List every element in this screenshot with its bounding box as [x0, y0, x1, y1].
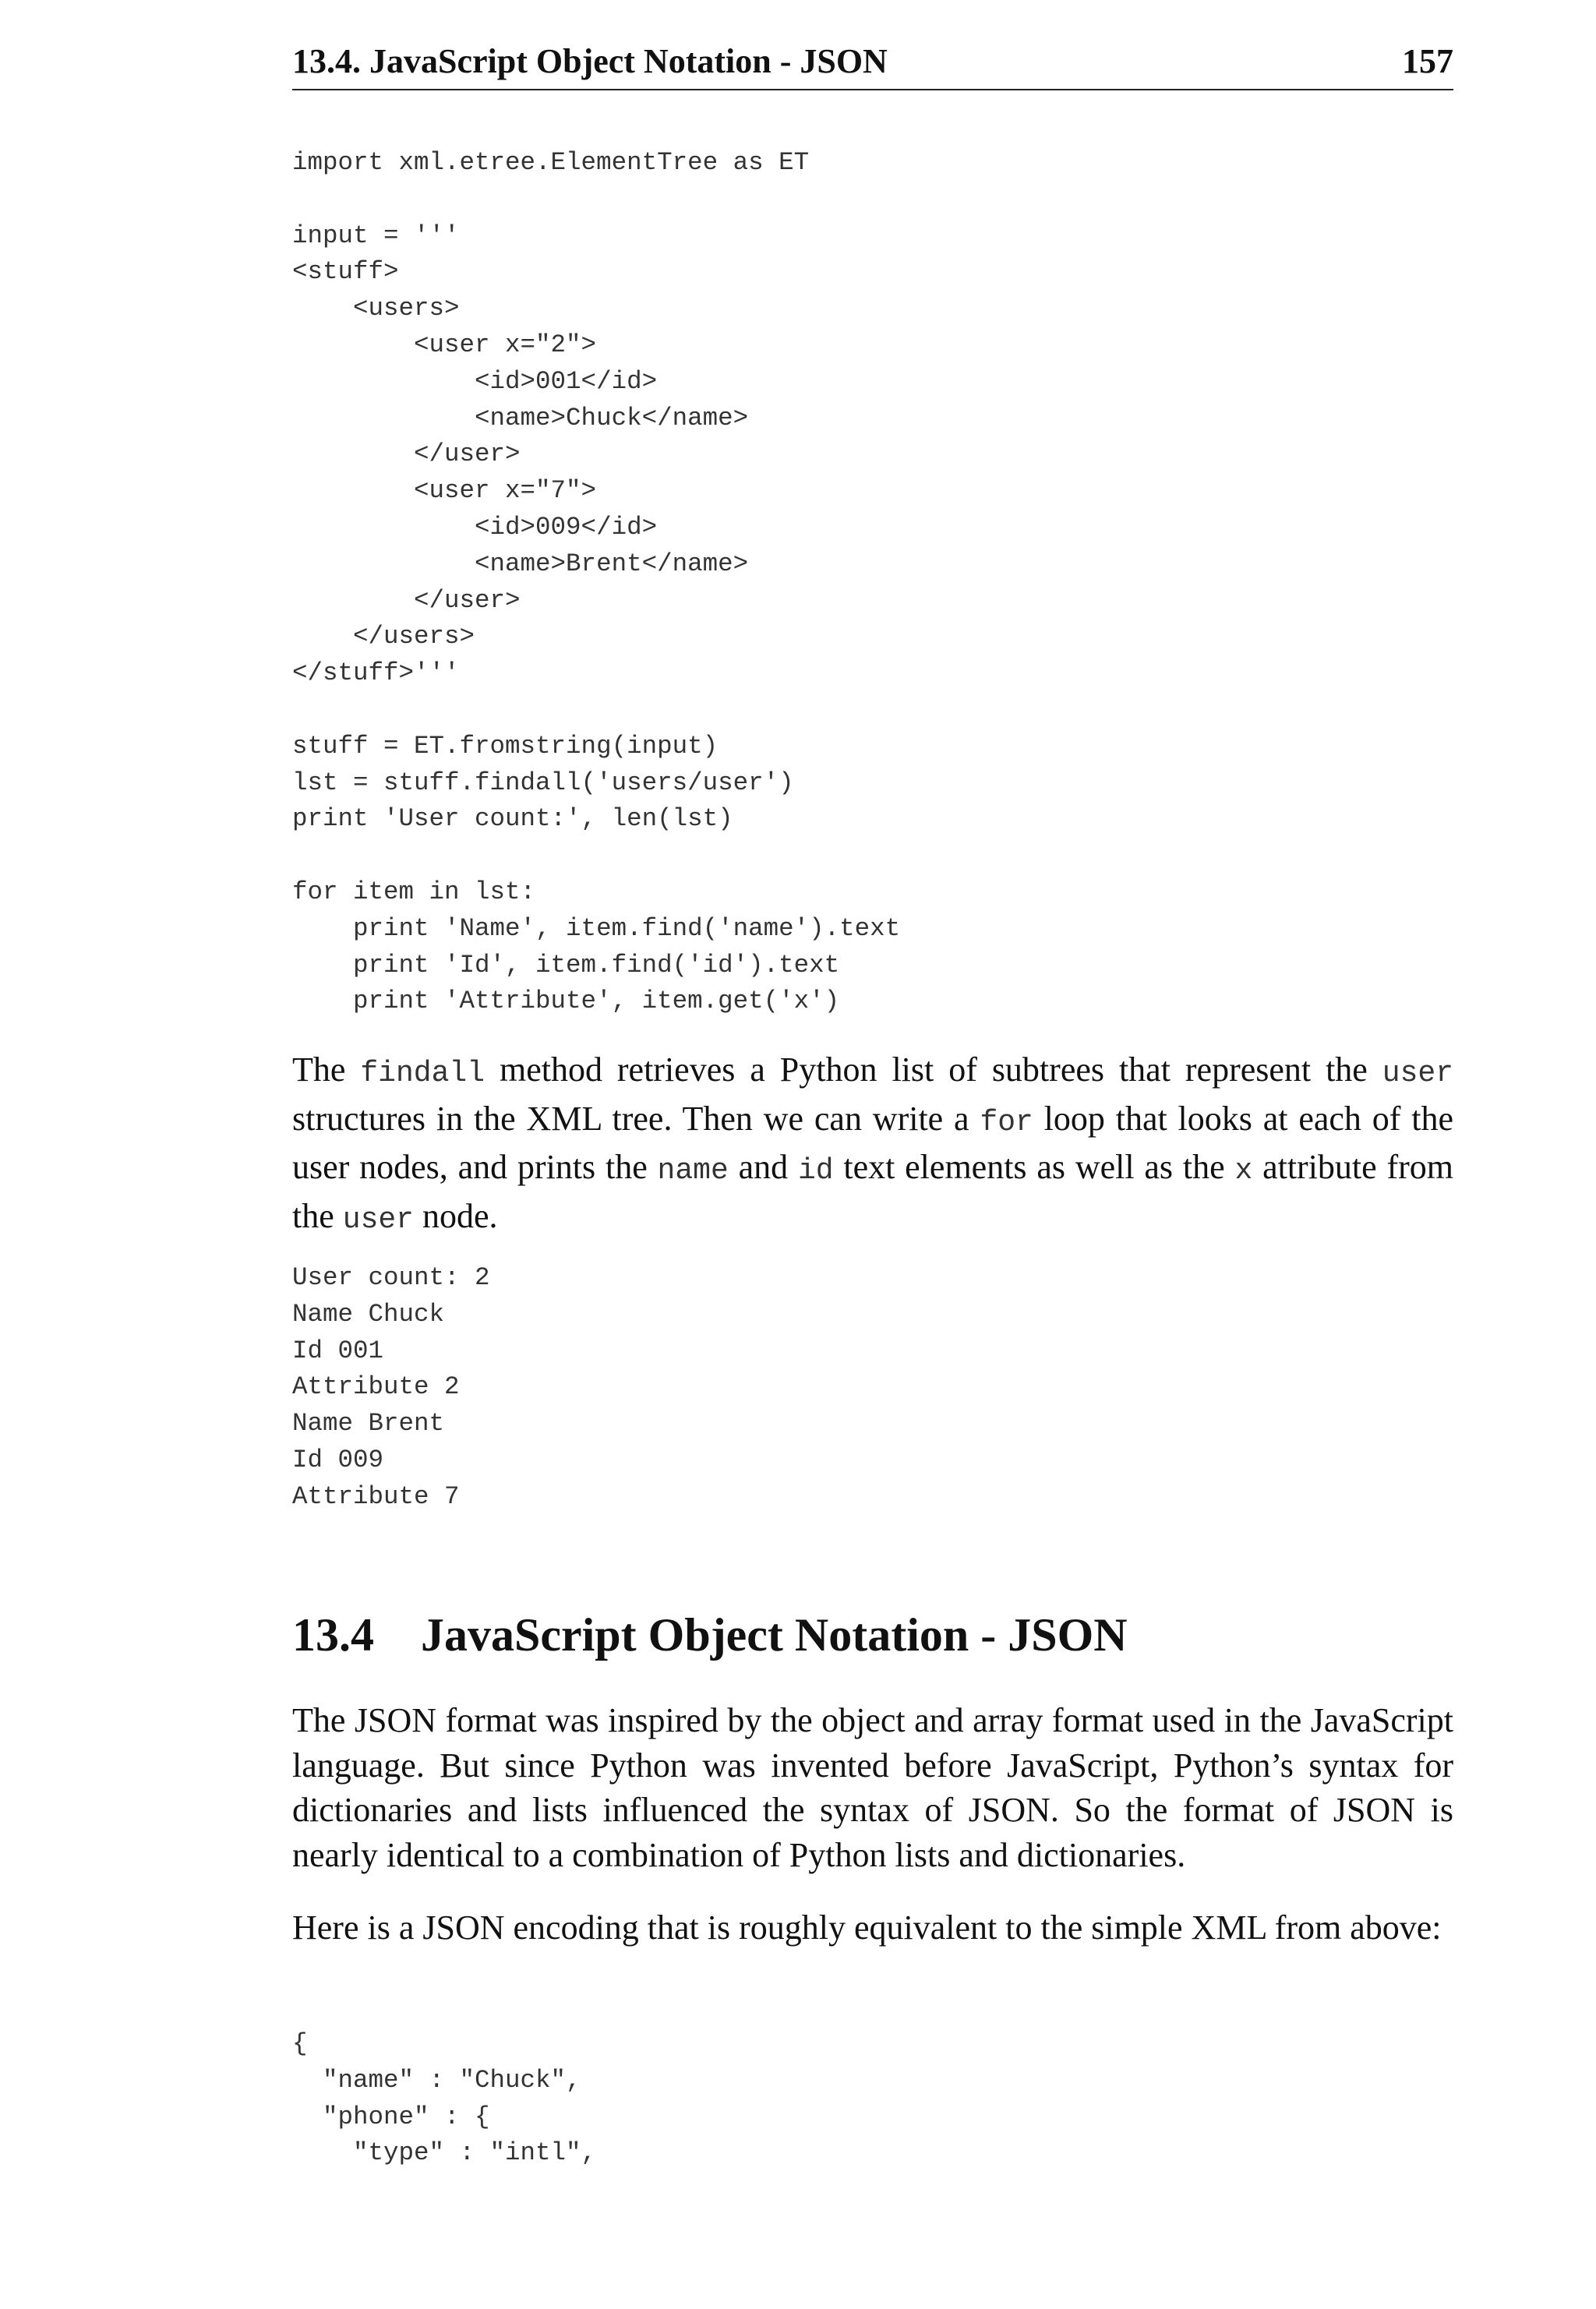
json-encoding-paragraph: Here is a JSON encoding that is roughly equivalent to the simple XML from above:	[292, 1908, 1442, 1947]
section-heading	[292, 1607, 1128, 1663]
code-line: for item in lst:	[292, 877, 536, 906]
code-line: input = '''	[292, 221, 460, 250]
code-line	[292, 692, 900, 729]
book-page	[292, 0, 1453, 2309]
code-line: </user>	[292, 585, 521, 615]
code-line: <users>	[292, 294, 460, 323]
section-title: JavaScript Object Notation - JSON	[421, 1609, 1128, 1661]
code-line: <user x="2">	[292, 330, 597, 359]
code-line: <id>001</id>	[292, 366, 658, 396]
inline-code-user: user	[342, 1202, 414, 1237]
code-line: <stuff>	[292, 257, 399, 287]
code-line: "name" : "Chuck",	[292, 2065, 581, 2095]
output-line: User count: 2	[292, 1263, 490, 1292]
code-line: </users>	[292, 622, 475, 651]
code-line	[292, 182, 900, 218]
code-line: lst = stuff.findall('users/user')	[292, 768, 794, 797]
output-line: Id 009	[292, 1445, 384, 1474]
page-number: 157	[1402, 42, 1453, 80]
code-line: import xml.etree.ElementTree as ET	[292, 148, 810, 177]
text-run: loop that looks at each of the user nodes, and prints the	[292, 1099, 1453, 1186]
text-run: text elements as well as the	[833, 1148, 1235, 1186]
findall-explanation-paragraph	[292, 1047, 1453, 1242]
output-line: Attribute 7	[292, 1481, 460, 1511]
program-output-block	[292, 1260, 490, 1516]
text-run: method retrieves a Python list of subtrees that represent the	[485, 1050, 1382, 1089]
output-line: Id 001	[292, 1336, 384, 1365]
code-line: </user>	[292, 440, 521, 469]
code-line: <id>009</id>	[292, 512, 658, 542]
inline-code-x: x	[1234, 1154, 1253, 1188]
inline-code-for: for	[980, 1105, 1033, 1139]
code-line: <user x="7">	[292, 476, 597, 506]
output-line: Attribute 2	[292, 1372, 460, 1402]
output-line: Name Brent	[292, 1409, 445, 1439]
code-line: print 'Attribute', item.get('x')	[292, 987, 840, 1016]
code-line: print 'User count:', len(lst)	[292, 804, 733, 834]
json-example-code-block	[292, 2026, 596, 2172]
running-header	[292, 41, 1453, 90]
text-run: node.	[413, 1196, 498, 1235]
code-line: print 'Name', item.find('name').text	[292, 913, 901, 943]
code-line: "type" : "intl",	[292, 2138, 597, 2168]
inline-code-findall: findall	[360, 1057, 486, 1090]
code-line: "phone" : {	[292, 2102, 490, 2131]
xml-parsing-code-block	[292, 145, 900, 1020]
code-line: stuff = ET.fromstring(input)	[292, 731, 719, 761]
code-line: <name>Brent</name>	[292, 549, 749, 578]
code-line: print 'Id', item.find('id').text	[292, 950, 840, 980]
header-section-title: 13.4. JavaScript Object Notation - JSON	[292, 42, 888, 80]
inline-code-name: name	[657, 1154, 729, 1188]
text-run: attribute from the	[292, 1148, 1454, 1235]
code-line: {	[292, 2029, 308, 2058]
text-run: structures in the XML tree. Then we can write a	[292, 1099, 980, 1138]
json-intro-paragraph: The JSON format was inspired by the object and array format used in the JavaScript language. But since Python was invented before JavaScript, Python’s syntax for dictionaries and lists influenced the syntax of JSON. So the format of JSON is nearly identical to a combination of Python lists and dictionaries.	[292, 1701, 1453, 1874]
text-run: The	[292, 1050, 361, 1089]
text-run: and	[728, 1148, 798, 1186]
section-number: 13.4	[292, 1609, 374, 1661]
code-line: </stuff>'''	[292, 658, 460, 688]
inline-code-id: id	[797, 1154, 834, 1188]
code-line: <name>Chuck</name>	[292, 403, 749, 432]
code-line	[292, 838, 900, 874]
output-line: Name Chuck	[292, 1299, 445, 1329]
inline-code-user: user	[1382, 1057, 1454, 1090]
